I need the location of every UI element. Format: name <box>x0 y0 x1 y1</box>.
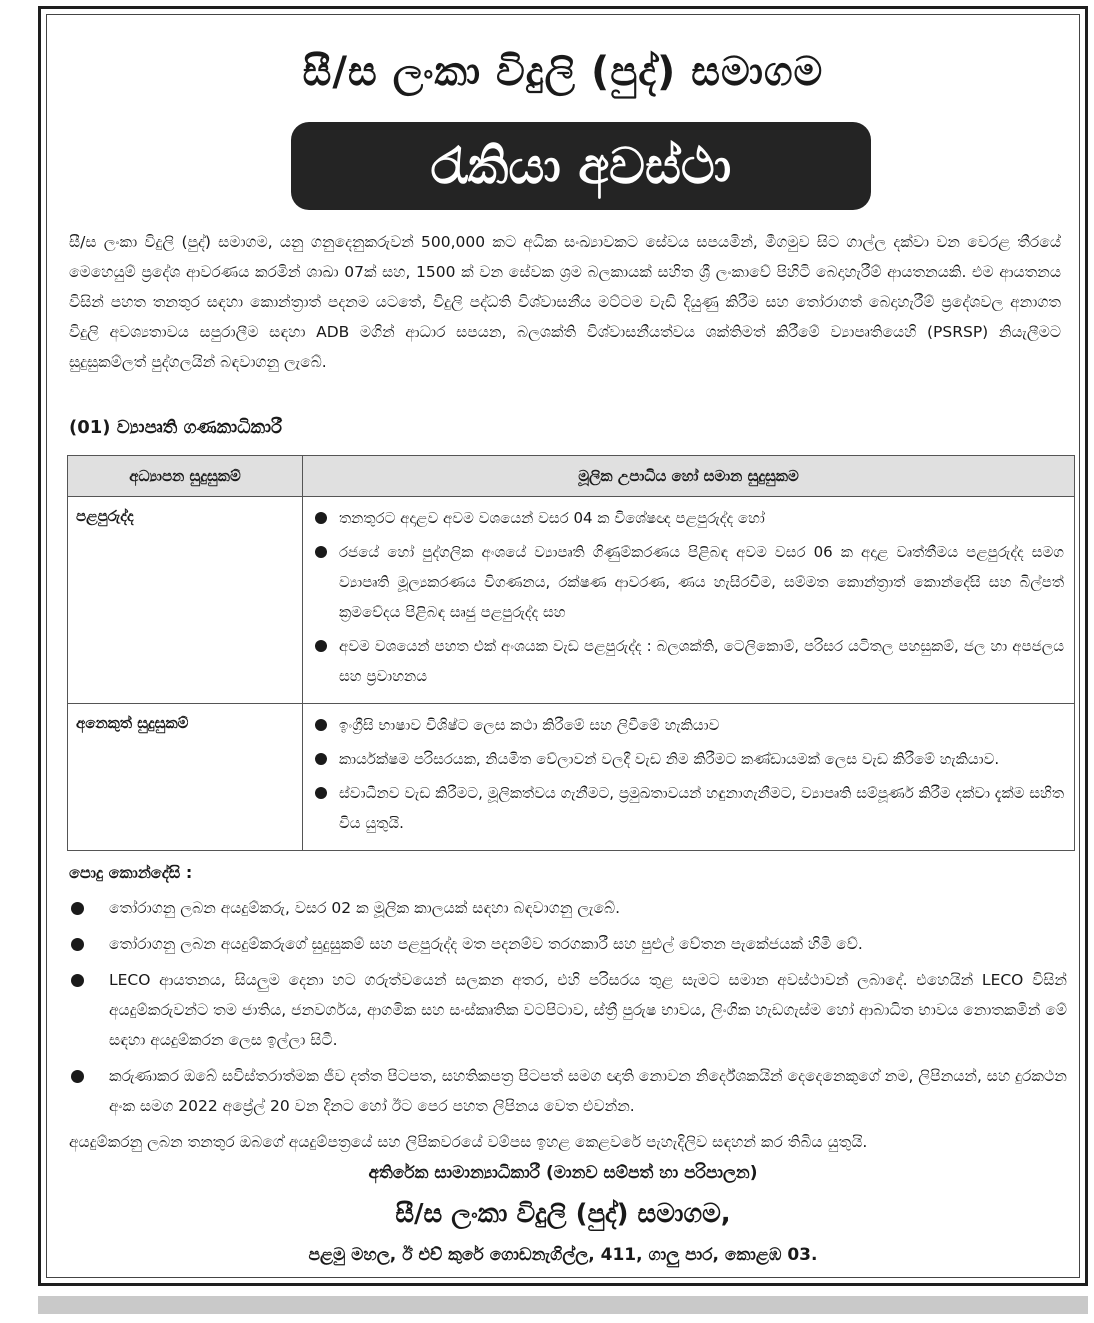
list-item: තෝරාගනු ලබන අයදුම්කරු, වසර 02 ක මූලික කාලයක් සඳහා බඳවාගනු ලැබේ. <box>69 893 1067 923</box>
header-education: අධ්‍යාපන සුදුසුකම් <box>68 456 303 497</box>
bottom-divider <box>38 1296 1088 1314</box>
general-conditions-heading: පොදු කොන්දේසි : <box>69 863 193 882</box>
experience-content <box>303 497 1075 704</box>
bullet-icon <box>71 938 84 951</box>
signatory-org: සී/ස ලංකා විදුලි (පුද්) සමාගම, <box>395 1199 731 1229</box>
position-title: (01) ව්‍යාපෘති ගණකාධිකාරී <box>69 417 282 438</box>
list-item: LECO ආයතනය, සියලුම දෙනා හට ගරුත්වයෙන් සලකන අතර, එහි පරිසරය තුළ සැමට සමාන අවස්ථාවන් ලබාදේ. එහෙයින් LECO විසින් අයදුම්කරුවන්ට තම ජාතිය, ජනවර්ගය, ආගමික සහ සංස්කෘතික වටපිටාව, ස්ත්‍රී පුරුෂ භාවය, ලිංගික හැඩගැස්ම හෝ ආබාධිත භාවය නොතකමින් මේ සඳහා අයදුම්කරන ලෙස ඉල්ලා සිටී. <box>69 965 1067 1055</box>
table-row <box>68 497 1075 704</box>
list-item: රජයේ හෝ පුද්ගලික අංශයේ ව්‍යාපෘති ගිණුම්කරණය පිළිබඳ අවම වසර 06 ක අදාළ වෘත්තීමය පළපුරුද්ද සමග ව්‍යාපෘති මූල්‍යකරණය විගණනය, රක්ෂණ ආවරණ, ණය හැසිරවීම, සම්මත කොන්ත්‍රාත් කොන්දේසි සහ බිල්පත් ක්‍රමවේදය පිළිබඳ සෘජු පළපුරුද්ද සහ <box>313 537 1064 627</box>
list-item: තෝරාගනු ලබන අයදුම්කරුගේ සුදුසුකම් සහ පළපුරුද්ද මත පදනම්ව තරගකාරී සහ පුළුල් වේතන පැකේජයක් හිමි වේ. <box>69 929 1067 959</box>
other-qualifications-label: අනෙකුත් සුදුසුකම් <box>68 704 303 851</box>
bullet-icon <box>315 640 327 652</box>
general-conditions-list <box>69 893 1067 1127</box>
list-item: කාර්යක්ෂම පරිසරයක, නියමිත වේලාවන් වලදී වැඩ නිම කිරීමට කණ්ඩායමක් ලෙස වැඩ කිරීමේ හැකියාව. <box>313 744 1064 774</box>
list-item: තනතුරට අදාළව අවම වශයෙන් වසර 04 ක විශේෂඥ පළපුරුද්ද හෝ <box>313 503 1064 533</box>
list-item: ස්වාධීනව වැඩ කිරීමට, මූලිකත්වය ගැනීමට, ප්‍රමුඛතාවයන් හඳුනාගැනීමට, ව්‍යාපෘති සම්පූර්ණ කිරීම දක්වා දැක්ම සහිත විය යුතුයි. <box>313 778 1064 838</box>
bullet-icon <box>315 719 327 731</box>
bullet-icon <box>315 753 327 765</box>
experience-label: පළපුරුද්ද <box>68 497 303 704</box>
advertisement-frame <box>38 6 1088 1286</box>
table-header-row <box>68 456 1075 497</box>
closing-note: අයදුම්කරනු ලබන තනතුර ඔබගේ අයදුම්පත්‍රයේ සහ ලිපිකවරයේ වම්පස ඉහළ කෙළවරේ පැහැදිලිව සඳහන් කර තිබිය යුතුයි. <box>69 1133 868 1151</box>
bullet-icon <box>315 546 327 558</box>
org-title: සී/ස ලංකා විදුලි (පුද්) සමාගම <box>302 49 824 95</box>
header-degree: මූලික උපාධිය හෝ සමාන සුදුසුකම <box>303 456 1075 497</box>
bullet-icon <box>71 974 84 987</box>
bullet-icon <box>315 787 327 799</box>
signatory-address: පළමු මහල, ඊ එච් කුරේ ගොඩනැගිල්ල, 411, ගාලු පාර, කොළඹ 03. <box>308 1245 818 1265</box>
signatory-designation: අතිරේක සාමාන්‍යාධිකාරී (මානව සම්පත් හා පරිපාලන) <box>368 1163 758 1183</box>
bullet-icon <box>315 512 327 524</box>
bullet-icon <box>71 902 84 915</box>
inner-border <box>46 14 1080 1278</box>
vacancy-banner: රැකියා අවස්ථා <box>291 122 871 210</box>
bullet-icon <box>71 1070 84 1083</box>
other-qualifications-content <box>303 704 1075 851</box>
requirements-table <box>67 455 1075 851</box>
table-row <box>68 704 1075 851</box>
intro-paragraph: සී/ස ලංකා විදුලි (පුද්) සමාගම, යනු ගනුදෙනුකරුවන් 500,000 කට අධික සංඛ්‍යාවකට සේවය සපයමින්, මීගමුව සිට ගාල්ල දක්වා වන වෙරළ තීරයේ මෙහෙයුම් ප්‍රදේශ ආවරණය කරමින් ශාඛා 07ක් සහ, 1500 ක් වන සේවක ශ්‍රම බලකායක් සහිත ශ්‍රී ලංකාවේ පිහිටි බෙදාහැරීම් ආයතනයකි. එම ආයතනය විසින් පහත තනතුර සඳහා කොන්ත්‍රාත් පදනම යටතේ, විදුලි පද්ධති විශ්වාසනීය මට්ටම වැඩි දියුණු කිරීම සහ තෝරාගත් බෙදාහැරීම් ප්‍රදේශවල අනාගත විදුලි අවශ්‍යතාවය සපුරාලීම සඳහා ADB මගින් ආධාර සපයන, බලශක්ති විශ්වාසනීයත්වය ශක්තිමත් කිරීමේ ව්‍යාපෘතියෙහි (PSRSP) නියැලීමට සුදුසුකම්ලත් පුද්ගලයින් බඳවාගනු ලැබේ. <box>69 233 1061 371</box>
list-item: කරුණාකර ඔබේ සවිස්තරාත්මක ජීව දත්ත පිටපත, සහතිකපත්‍ර පිටපත් සමග ඥාති නොවන නිර්දේශකයින් දෙදෙනෙකුගේ නම, ලිපිනයන්, සහ දුරකථන අංක සමග 2022 අප්‍රේල් 20 වන දිනට හෝ ඊට පෙර පහත ලිපිනය වෙත එවන්න. <box>69 1061 1067 1121</box>
list-item: අවම වශයෙන් පහත එක් අංශයක වැඩ පළපුරුද්ද : බලශක්ති, ටෙලිකොම්, පරිසර යටිතල පහසුකම්, ජල හා අපජලය සහ ප්‍රවාහනය <box>313 631 1064 691</box>
list-item: ඉංග්‍රීසි භාෂාව විශිෂ්ට ලෙස කථා කිරීමේ සහ ලිවීමේ හැකියාව <box>313 710 1064 740</box>
